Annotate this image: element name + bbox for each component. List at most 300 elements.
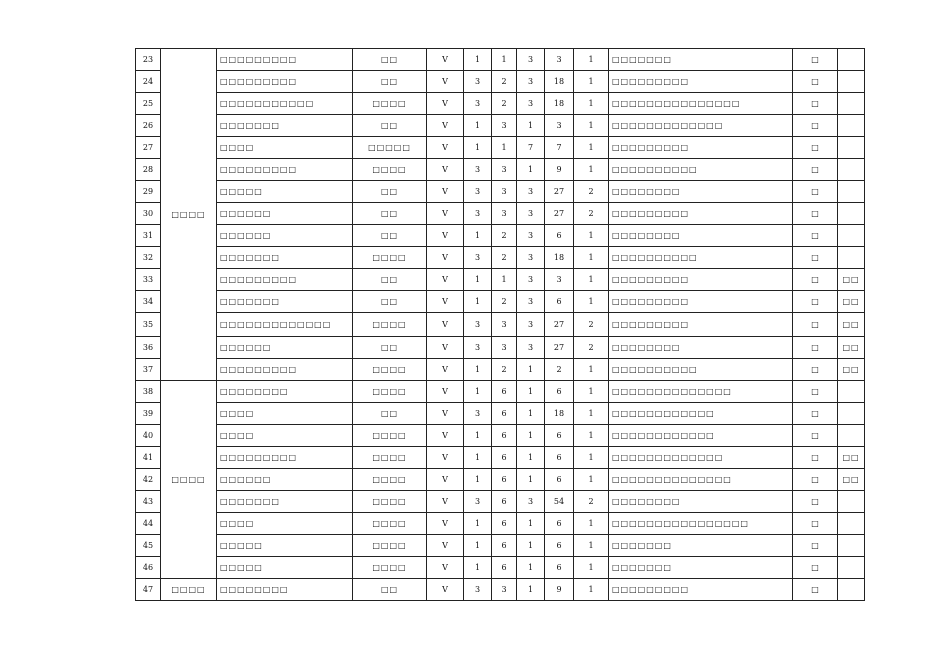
measure-note: □□□□□□□ [609,535,793,557]
check-v: V [427,225,464,247]
remark-cell [838,535,865,557]
value-b: 3 [492,579,517,601]
item-name: □□□□□□□□□□□ [217,93,353,115]
mark-cell: □ [793,513,838,535]
unit-cell: □□ [353,579,427,601]
measure-note: □□□□□□□□□□□□□□ [609,469,793,491]
value-d: 18 [545,93,574,115]
value-c: 1 [517,425,545,447]
remark-cell [838,137,865,159]
item-name: □□□□□□ [217,203,353,225]
row-number: 44 [136,513,161,535]
remark-cell [838,71,865,93]
check-v: V [427,71,464,93]
table-row [136,313,865,337]
row-number: 34 [136,291,161,313]
unit-cell: □□ [353,291,427,313]
unit-cell: □□□□ [353,469,427,491]
remark-cell [838,93,865,115]
value-a: 1 [464,447,492,469]
measure-note: □□□□□□□ [609,557,793,579]
check-v: V [427,557,464,579]
mark-cell: □ [793,337,838,359]
unit-cell: □□ [353,269,427,291]
value-b: 1 [492,137,517,159]
value-c: 3 [517,225,545,247]
mark-cell: □ [793,403,838,425]
row-number: 23 [136,49,161,71]
check-v: V [427,491,464,513]
row-number: 40 [136,425,161,447]
value-a: 3 [464,181,492,203]
mark-cell: □ [793,359,838,381]
unit-cell: □□□□ [353,513,427,535]
remark-cell [838,579,865,601]
item-name: □□□□ [217,137,353,159]
value-e: 1 [574,159,609,181]
mark-cell: □ [793,291,838,313]
mark-cell: □ [793,115,838,137]
value-d: 6 [545,469,574,491]
mark-cell: □ [793,137,838,159]
row-number: 35 [136,313,161,337]
row-number: 29 [136,181,161,203]
check-v: V [427,203,464,225]
check-v: V [427,381,464,403]
value-b: 3 [492,337,517,359]
measure-note: □□□□□□□□□□ [609,159,793,181]
value-e: 1 [574,403,609,425]
item-name: □□□□□□□ [217,491,353,513]
value-e: 1 [574,579,609,601]
remark-cell [838,491,865,513]
measure-note: □□□□□□□□□ [609,137,793,159]
unit-cell: □□□□ [353,93,427,115]
value-a: 3 [464,579,492,601]
value-b: 6 [492,469,517,491]
item-name: □□□□□□□□□ [217,269,353,291]
table-row [136,137,865,159]
row-number: 46 [136,557,161,579]
value-b: 6 [492,447,517,469]
remark-cell: □□ [838,469,865,491]
remark-cell [838,425,865,447]
value-a: 1 [464,513,492,535]
mark-cell: □ [793,93,838,115]
check-v: V [427,291,464,313]
value-b: 6 [492,557,517,579]
measure-note: □□□□□□□□ [609,337,793,359]
value-a: 3 [464,71,492,93]
table-row [136,381,865,403]
mark-cell: □ [793,313,838,337]
row-number: 41 [136,447,161,469]
mark-cell: □ [793,469,838,491]
value-a: 1 [464,535,492,557]
row-number: 24 [136,71,161,93]
mark-cell: □ [793,203,838,225]
table-row [136,115,865,137]
measure-note: □□□□□□□□□ [609,579,793,601]
mark-cell: □ [793,491,838,513]
value-d: 27 [545,203,574,225]
unit-cell: □□□□ [353,447,427,469]
item-name: □□□□□□□□□ [217,159,353,181]
mark-cell: □ [793,159,838,181]
value-d: 6 [545,225,574,247]
value-a: 3 [464,337,492,359]
value-d: 18 [545,247,574,269]
check-v: V [427,269,464,291]
item-name: □□□□□□□□□ [217,359,353,381]
item-name: □□□□□□□□□ [217,49,353,71]
value-b: 1 [492,49,517,71]
risk-table [135,48,865,601]
check-v: V [427,579,464,601]
unit-cell: □□ [353,115,427,137]
table-row [136,181,865,203]
table-row [136,557,865,579]
value-c: 3 [517,203,545,225]
value-a: 1 [464,359,492,381]
value-b: 2 [492,359,517,381]
value-c: 1 [517,115,545,137]
measure-note: □□□□□□□□□□□□□□□□ [609,513,793,535]
check-v: V [427,49,464,71]
mark-cell: □ [793,247,838,269]
row-number: 47 [136,579,161,601]
remark-cell [838,381,865,403]
value-d: 6 [545,513,574,535]
item-name: □□□□□□□ [217,291,353,313]
value-b: 3 [492,159,517,181]
value-c: 1 [517,403,545,425]
value-b: 3 [492,115,517,137]
value-e: 1 [574,291,609,313]
table-row [136,49,865,71]
value-d: 27 [545,313,574,337]
value-e: 1 [574,469,609,491]
value-d: 3 [545,49,574,71]
check-v: V [427,337,464,359]
value-c: 3 [517,337,545,359]
value-b: 2 [492,225,517,247]
value-c: 1 [517,469,545,491]
value-b: 2 [492,291,517,313]
value-b: 3 [492,313,517,337]
check-v: V [427,93,464,115]
value-c: 1 [517,159,545,181]
remark-cell: □□ [838,291,865,313]
check-v: V [427,159,464,181]
value-e: 1 [574,115,609,137]
check-v: V [427,137,464,159]
unit-cell: □□□□ [353,247,427,269]
value-e: 1 [574,225,609,247]
value-e: 1 [574,247,609,269]
table-row [136,71,865,93]
table-row [136,225,865,247]
unit-cell: □□□□ [353,381,427,403]
check-v: V [427,313,464,337]
value-c: 1 [517,557,545,579]
value-e: 1 [574,425,609,447]
table-row [136,469,865,491]
measure-note: □□□□□□□□□ [609,269,793,291]
value-e: 1 [574,269,609,291]
value-e: 1 [574,381,609,403]
mark-cell: □ [793,557,838,579]
value-a: 3 [464,159,492,181]
remark-cell [838,159,865,181]
unit-cell: □□□□ [353,159,427,181]
value-a: 1 [464,469,492,491]
value-b: 6 [492,513,517,535]
mark-cell: □ [793,181,838,203]
value-a: 1 [464,291,492,313]
unit-cell: □□ [353,203,427,225]
value-a: 3 [464,491,492,513]
value-c: 3 [517,291,545,313]
remark-cell: □□ [838,269,865,291]
value-d: 3 [545,269,574,291]
row-number: 36 [136,337,161,359]
table-row [136,159,865,181]
measure-note: □□□□□□□□□□□□□□□ [609,93,793,115]
value-a: 1 [464,425,492,447]
table-row [136,513,865,535]
value-d: 6 [545,557,574,579]
value-b: 6 [492,535,517,557]
unit-cell: □□□□ [353,557,427,579]
value-e: 2 [574,181,609,203]
value-b: 6 [492,425,517,447]
value-b: 2 [492,71,517,93]
value-e: 1 [574,93,609,115]
remark-cell [838,203,865,225]
value-a: 3 [464,313,492,337]
unit-cell: □□□□ [353,359,427,381]
value-a: 3 [464,403,492,425]
mark-cell: □ [793,579,838,601]
value-d: 9 [545,579,574,601]
check-v: V [427,425,464,447]
value-c: 3 [517,181,545,203]
unit-cell: □□ [353,403,427,425]
value-d: 9 [545,159,574,181]
remark-cell: □□ [838,447,865,469]
value-c: 1 [517,579,545,601]
item-name: □□□□ [217,403,353,425]
item-name: □□□□□□ [217,469,353,491]
row-number: 28 [136,159,161,181]
value-a: 3 [464,203,492,225]
check-v: V [427,181,464,203]
table-row [136,491,865,513]
value-b: 2 [492,93,517,115]
value-d: 18 [545,403,574,425]
value-c: 7 [517,137,545,159]
value-e: 2 [574,203,609,225]
value-b: 1 [492,269,517,291]
item-name: □□□□□□□□ [217,381,353,403]
mark-cell: □ [793,225,838,247]
value-d: 6 [545,447,574,469]
check-v: V [427,535,464,557]
measure-note: □□□□□□□□ [609,225,793,247]
value-a: 3 [464,247,492,269]
value-e: 1 [574,535,609,557]
value-d: 6 [545,291,574,313]
item-name: □□□□□□□ [217,115,353,137]
item-name: □□□□□ [217,535,353,557]
row-number: 37 [136,359,161,381]
value-c: 3 [517,247,545,269]
item-name: □□□□□ [217,181,353,203]
table-row [136,269,865,291]
unit-cell: □□ [353,49,427,71]
group-label: □□□□ [161,49,217,381]
measure-note: □□□□□□□□ [609,181,793,203]
remark-cell: □□ [838,359,865,381]
remark-cell: □□ [838,313,865,337]
value-e: 1 [574,557,609,579]
value-e: 1 [574,513,609,535]
row-number: 38 [136,381,161,403]
table-row [136,579,865,601]
table-row [136,247,865,269]
table-row [136,93,865,115]
row-number: 30 [136,203,161,225]
value-c: 3 [517,491,545,513]
mark-cell: □ [793,447,838,469]
value-a: 1 [464,225,492,247]
value-d: 27 [545,181,574,203]
value-c: 1 [517,447,545,469]
value-b: 6 [492,381,517,403]
check-v: V [427,115,464,137]
unit-cell: □□□□ [353,313,427,337]
measure-note: □□□□□□□□□ [609,71,793,93]
mark-cell: □ [793,269,838,291]
check-v: V [427,513,464,535]
unit-cell: □□ [353,71,427,93]
measure-note: □□□□□□□□□□□□□□ [609,381,793,403]
row-number: 26 [136,115,161,137]
table-body [136,49,865,601]
value-c: 1 [517,381,545,403]
measure-note: □□□□□□□□□□ [609,247,793,269]
table-row [136,425,865,447]
unit-cell: □□□□ [353,491,427,513]
remark-cell: □□ [838,337,865,359]
item-name: □□□□ [217,425,353,447]
value-c: 3 [517,93,545,115]
value-d: 2 [545,359,574,381]
value-e: 1 [574,359,609,381]
measure-note: □□□□□□□□ [609,491,793,513]
row-number: 25 [136,93,161,115]
mark-cell: □ [793,71,838,93]
value-a: 3 [464,93,492,115]
row-number: 31 [136,225,161,247]
value-b: 2 [492,247,517,269]
table-row [136,403,865,425]
value-a: 1 [464,269,492,291]
row-number: 45 [136,535,161,557]
value-c: 3 [517,49,545,71]
measure-note: □□□□□□□ [609,49,793,71]
row-number: 27 [136,137,161,159]
unit-cell: □□□□ [353,535,427,557]
row-number: 32 [136,247,161,269]
row-number: 42 [136,469,161,491]
value-d: 6 [545,425,574,447]
check-v: V [427,447,464,469]
mark-cell: □ [793,49,838,71]
measure-note: □□□□□□□□□□□□□ [609,447,793,469]
unit-cell: □□□□ [353,425,427,447]
remark-cell [838,225,865,247]
table-row [136,291,865,313]
check-v: V [427,403,464,425]
value-d: 6 [545,535,574,557]
item-name: □□□□□□□ [217,247,353,269]
value-b: 6 [492,491,517,513]
unit-cell: □□□□□ [353,137,427,159]
value-e: 1 [574,71,609,93]
value-c: 3 [517,269,545,291]
table-row [136,337,865,359]
value-d: 3 [545,115,574,137]
table-row [136,535,865,557]
item-name: □□□□□□ [217,337,353,359]
unit-cell: □□ [353,337,427,359]
value-e: 1 [574,49,609,71]
value-a: 1 [464,137,492,159]
group-label: □□□□ [161,381,217,579]
measure-note: □□□□□□□□□ [609,291,793,313]
row-number: 43 [136,491,161,513]
value-a: 1 [464,49,492,71]
table-row [136,359,865,381]
mark-cell: □ [793,535,838,557]
measure-note: □□□□□□□□□□□□□ [609,115,793,137]
value-e: 2 [574,313,609,337]
check-v: V [427,469,464,491]
mark-cell: □ [793,425,838,447]
measure-note: □□□□□□□□□ [609,203,793,225]
measure-note: □□□□□□□□□ [609,313,793,337]
value-c: 1 [517,513,545,535]
value-a: 1 [464,115,492,137]
item-name: □□□□□□□□□□□□□ [217,313,353,337]
value-c: 1 [517,535,545,557]
item-name: □□□□ [217,513,353,535]
item-name: □□□□□□□□□ [217,447,353,469]
unit-cell: □□ [353,181,427,203]
item-name: □□□□□ [217,557,353,579]
remark-cell [838,115,865,137]
check-v: V [427,247,464,269]
item-name: □□□□□□ [217,225,353,247]
value-c: 3 [517,71,545,93]
value-d: 54 [545,491,574,513]
measure-note: □□□□□□□□□□□□ [609,425,793,447]
value-c: 1 [517,359,545,381]
value-e: 2 [574,337,609,359]
value-a: 1 [464,381,492,403]
